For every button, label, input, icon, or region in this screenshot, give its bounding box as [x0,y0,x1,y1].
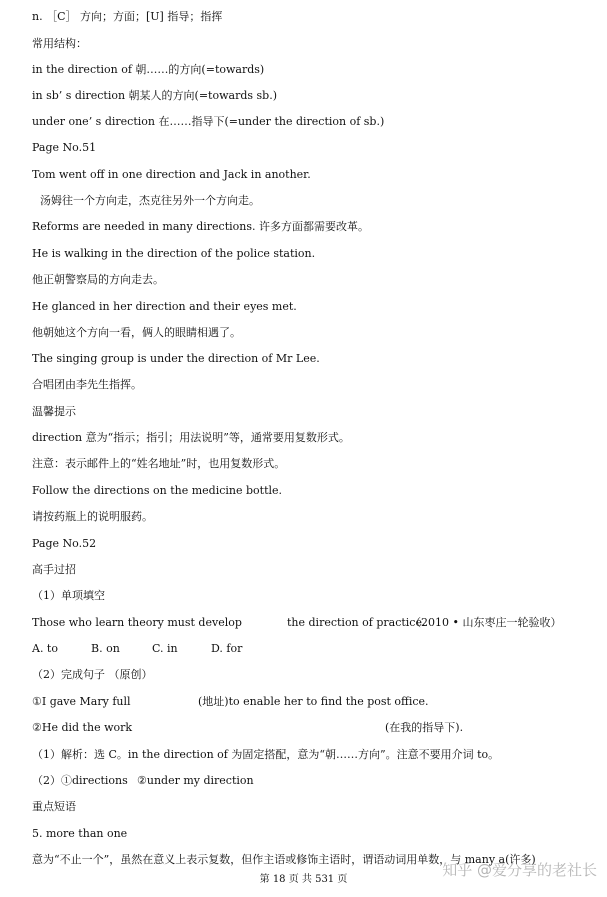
definition-line: n. ［C］ 方向；方面；[U] 指导；指挥 [32,10,223,23]
option-a: A. to [32,642,58,655]
section-heading: （2）完成句子 （原创） [32,668,153,681]
phrase-title: 5. more than one [32,827,128,840]
question-source: （2010 • 山东枣庄一轮验收） [410,616,562,629]
answer-explanation: （1）解析：选 C。in the direction of 为固定搭配，意为“朝……方向”。注意不要用介词 to。 [32,748,500,761]
structures-heading: 常用结构： [32,37,87,50]
exercise-heading: 高手过招 [32,563,76,576]
structure-item: under one’ s direction 在……指导下(=under the direction of sb.) [32,115,385,128]
tip-heading: 温馨提示 [32,405,76,418]
answer-text: （2）①directions [32,774,128,787]
option-c: C. in [152,642,178,655]
example-translation: 请按药瓶上的说明服药。 [32,510,153,523]
example-sentence: The singing group is under the direction of Mr Lee. [32,352,320,365]
page-footer: 第 18 页 共 531 页 [259,874,348,885]
page-number-label: Page No.51 [32,141,97,154]
example-translation: 汤姆往一个方向走，杰克往另外一个方向走。 [40,194,260,207]
page-number-label: Page No.52 [32,537,97,550]
zhihu-watermark: 知乎 @爱分享的老社长 [442,861,597,879]
tip-note: 注意：表示邮件上的“姓名地址”时，也用复数形式。 [32,457,286,470]
tip-text: direction 意为“指示；指引；用法说明”等，通常要用复数形式。 [32,431,350,444]
option-d: D. for [211,642,243,655]
example-sentence: He glanced in her direction and their eyes met. [32,300,297,313]
sentence-prompt-end: (地址)to enable her to find the post office. [198,695,429,708]
section-heading: （1）单项填空 [32,589,105,602]
sentence-prompt: ②He did the work [32,721,133,734]
question-stem: Those who learn theory must develop [32,616,242,629]
phrase-description: 意为“不止一个”，虽然在意义上表示复数，但作主语或修饰主语时，谓语动词用单数，与 many a(许多) [32,853,536,866]
example-sentence: Follow the directions on the medicine bottle. [32,484,283,497]
sentence-prompt-end: (在我的指导下). [385,721,464,734]
sentence-prompt: ①I gave Mary full [32,695,131,708]
example-sentence: Reforms are needed in many directions. 许多方面都需要改革。 [32,220,369,233]
structure-item: in the direction of 朝……的方向(=towards) [32,63,265,76]
answer-text: ②under my direction [137,774,254,787]
key-phrases-heading: 重点短语 [32,800,76,813]
example-sentence: Tom went off in one direction and Jack in another. [32,168,311,181]
example-translation: 他正朝警察局的方向走去。 [32,273,164,286]
question-stem-end: the direction of practice. [287,616,426,629]
option-b: B. on [91,642,120,655]
structure-item: in sb’ s direction 朝某人的方向(=towards sb.) [32,89,277,102]
example-sentence: He is walking in the direction of the police station. [32,247,316,260]
example-translation: 他朝她这个方向一看，俩人的眼睛相遇了。 [32,326,241,339]
example-translation: 合唱团由李先生指挥。 [32,378,142,391]
